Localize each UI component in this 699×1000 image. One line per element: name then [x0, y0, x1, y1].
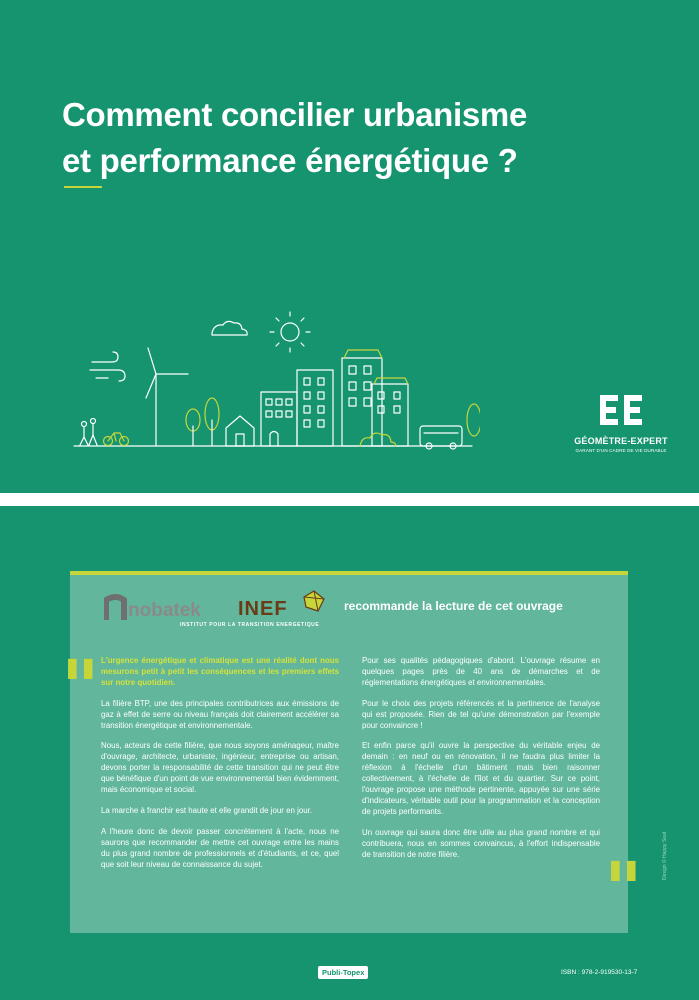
- close-quote-icon: ": [604, 847, 643, 933]
- geometre-expert-mark-icon: [598, 393, 644, 427]
- recommend-heading: recommande la lecture de cet ouvrage: [344, 599, 563, 613]
- right-paragraph-4: Un ouvrage qui saura donc être utile au plus grand nombre et qui contribuera, nous en sommes convaincus, à l'effort indispensable de transition de notre filière.: [362, 827, 600, 859]
- geometre-expert-logo: [566, 393, 676, 453]
- left-paragraph-4: A l'heure donc de devoir passer concrètement à l'acte, nous ne saurons que recommander de mettre cet ouvrage entre les mains du plus grand nombre de professionnels et d'étudiants, et ce, quel que soit leur niveau de connaissance du sujet.: [101, 826, 339, 869]
- cover-title-line-1: Comment concilier urbanisme: [62, 96, 528, 133]
- title-underline: [64, 186, 102, 188]
- left-column: [101, 656, 339, 881]
- cover-title: [62, 92, 682, 184]
- city-skyline-illustration: [60, 308, 480, 453]
- nobatek-logo: [104, 592, 234, 622]
- publisher-logo: Publi-Topex: [318, 966, 368, 979]
- right-column: [362, 656, 600, 871]
- geometre-expert-name: GÉOMÈTRE-EXPERT: [574, 436, 668, 446]
- geometre-expert-tagline: GARANT D'UN CADRE DE VIE DURABLE: [575, 448, 667, 453]
- cover-title-line-2: et performance énergétique ?: [62, 142, 518, 179]
- inef-logo: INEF: [238, 598, 288, 620]
- open-quote-icon: ": [61, 645, 100, 731]
- isbn: ISBN : 978-2-919530-13-7: [561, 969, 638, 976]
- inef-logo-mark-icon: [302, 589, 326, 613]
- right-paragraph-3: Et enfin parce qu'il ouvre la perspective du véritable enjeu de demain : en neuf ou en rénovation, il ne faudra plus limiter la réflexion à l'échelle d'un bâtiment mais bien raisonner collectivement, à l'échelle de l'îlot et du quartier. Sur ce point, l'ouvrage propose une méthode pertinente, appuyée sur une série d'indicateurs, véritable outil pour la programmation et la conception de projets performants.: [362, 741, 600, 816]
- right-paragraph-2: Pour le choix des projets référencés et la pertinence de l'analyse qui est proposée. Rien de tel qu'une démonstration par l'exemple pour convaincre !: [362, 698, 600, 730]
- lead-paragraph: L'urgence énergétique et climatique est une réalité dont nous mesurons petit à petit les conséquences et les premiers effets sur notre quotidien.: [101, 656, 339, 687]
- right-paragraph-1: Pour ses qualités pédagogiques d'abord. L'ouvrage résume en quelques pages près de 40 ans de démarches et de réglementations énergétiques et environnementales.: [362, 656, 600, 687]
- left-paragraph-3: La marche à franchir est haute et elle grandit de jour en jour.: [101, 805, 312, 815]
- design-credit: Design © Happy Seat: [662, 831, 668, 880]
- inef-subtitle: INSTITUT POUR LA TRANSITION ENERGETIQUE: [180, 622, 320, 628]
- left-paragraph-1: La filière BTP, une des principales contributrices aux émissions de gaz à effet de serre ou niveau français doit clairement accélérer sa transition énergétique et environnementale.: [101, 698, 339, 730]
- book-front-cover: [0, 0, 699, 493]
- left-paragraph-2: Nous, acteurs de cette filière, que nous soyons aménageur, maître d'ouvrage, architecte, urbaniste, ingénieur, entreprise ou artisan, devons porter la responsabilité de cette transition qui ne peut être que bénéfique d'un point de vue environnemental bien évidemment, mais économique et social.: [101, 741, 339, 795]
- nobatek-logo-text: nobatek: [128, 600, 201, 621]
